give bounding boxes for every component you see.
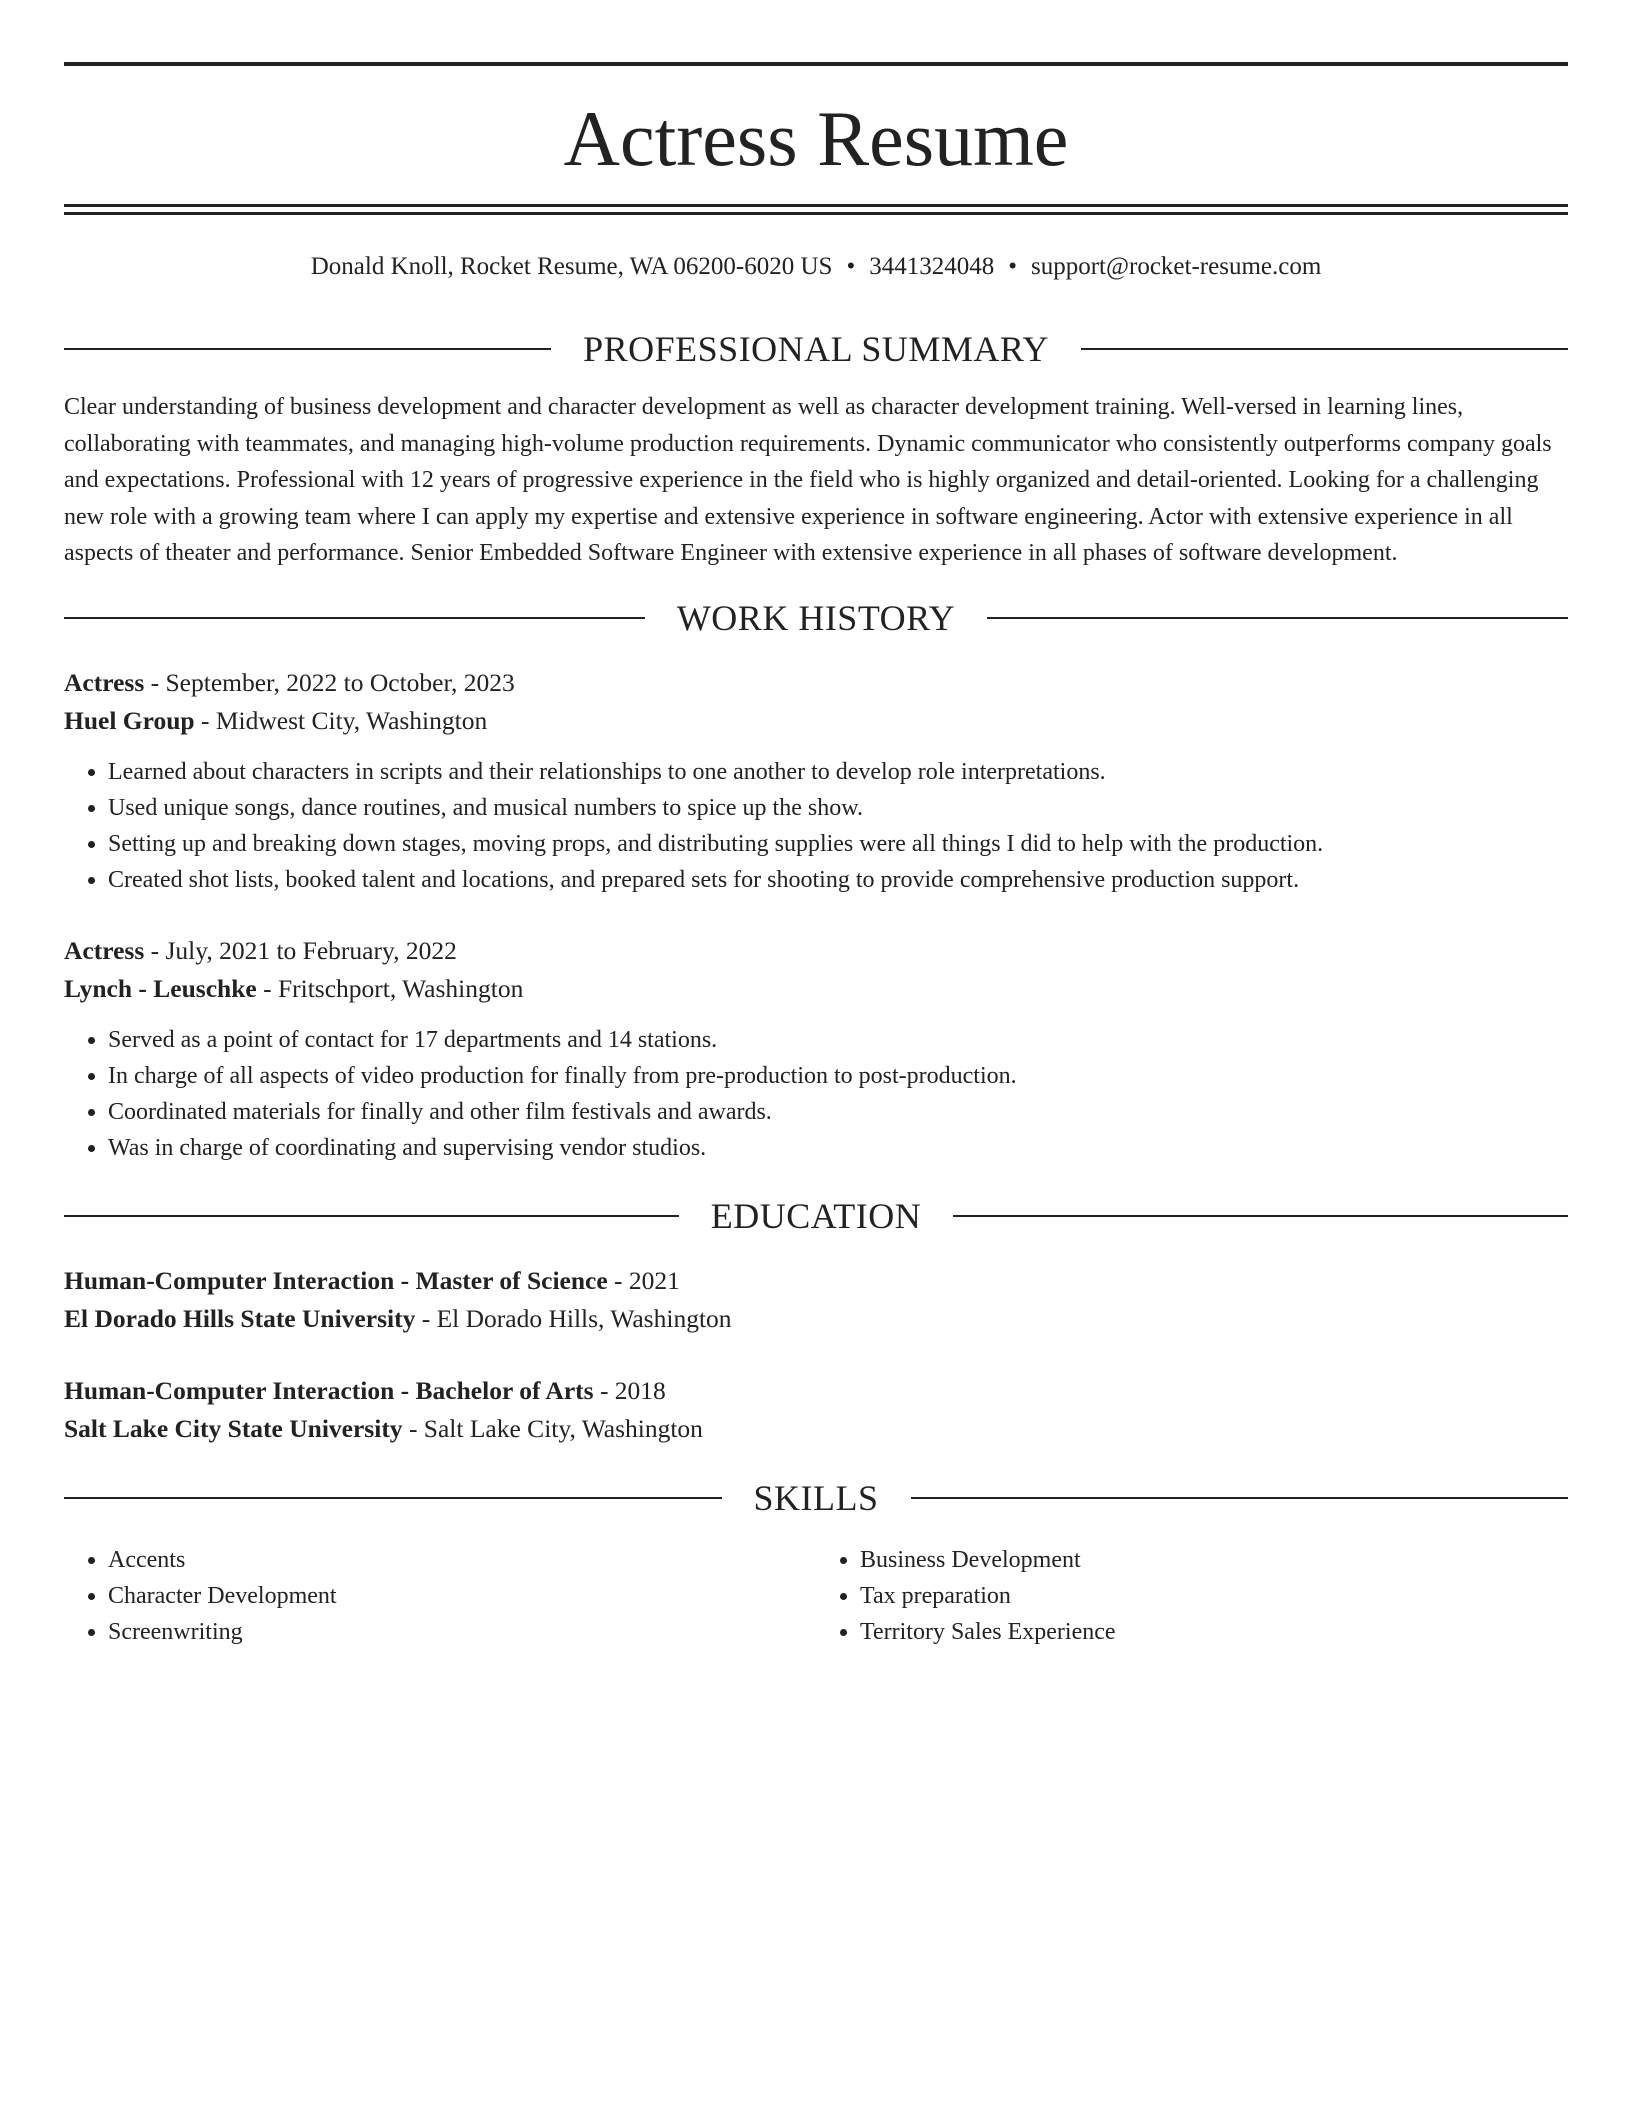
- job-title-line: [64, 664, 1568, 702]
- education-location: - El Dorado Hills, Washington: [415, 1303, 732, 1333]
- skill-item: • Screenwriting: [108, 1614, 816, 1650]
- heading-rule-right: [911, 1497, 1569, 1499]
- contact-separator: •: [1008, 253, 1017, 280]
- contact-address: Donald Knoll, Rocket Resume, WA 06200-6020 US: [310, 253, 833, 280]
- job-title-line: [64, 932, 1568, 970]
- job-entry: [64, 932, 1568, 1166]
- job-duty: • Created shot lists, booked talent and locations, and prepared sets for shooting to provide comprehensive production support.: [108, 862, 1568, 898]
- skill-item: • Territory Sales Experience: [860, 1614, 1568, 1650]
- education-degree-line: [64, 1262, 1568, 1300]
- skill-item: • Character Development: [108, 1578, 816, 1614]
- job-company: Huel Group: [64, 705, 195, 735]
- skills-section-heading: [64, 1478, 1568, 1518]
- education-section-heading: [64, 1196, 1568, 1236]
- job-dates: - September, 2022 to October, 2023: [144, 667, 515, 697]
- work-heading-label: WORK HISTORY: [676, 597, 956, 638]
- education-school-line: [64, 1410, 1568, 1448]
- heading-rule-right: [953, 1215, 1568, 1217]
- job-company-line: [64, 702, 1568, 740]
- resume-title: Actress Resume: [563, 95, 1069, 182]
- heading-rule-right: [987, 617, 1568, 619]
- job-company-line: [64, 970, 1568, 1008]
- job-location: - Midwest City, Washington: [194, 705, 488, 735]
- education-degree-line: [64, 1372, 1568, 1410]
- summary-section-heading: [64, 329, 1568, 369]
- summary-heading-label: PROFESSIONAL SUMMARY: [583, 329, 1049, 369]
- job-title: Actress: [64, 935, 145, 965]
- job-entry: [64, 664, 1568, 898]
- skills-list-right: [816, 1542, 1568, 1650]
- job-dates: - July, 2021 to February, 2022: [144, 935, 457, 965]
- education-entry: [64, 1262, 1568, 1338]
- education-location: - Salt Lake City, Washington: [402, 1413, 703, 1443]
- education-school: Salt Lake City State University: [64, 1413, 403, 1443]
- education-heading-label: EDUCATION: [710, 1195, 922, 1236]
- skills-columns: [64, 1542, 1568, 1650]
- contact-line: [64, 249, 1568, 285]
- job-duty: • Used unique songs, dance routines, and musical numbers to spice up the show.: [108, 790, 1568, 826]
- top-rule: [64, 62, 1568, 66]
- job-duty: • In charge of all aspects of video production for finally from pre-production to post-production.: [108, 1058, 1568, 1094]
- job-duty: • Setting up and breaking down stages, moving props, and distributing supplies were all things I did to help with the production.: [108, 826, 1568, 862]
- contact-separator: •: [846, 253, 856, 280]
- skills-heading-label: SKILLS: [753, 1477, 879, 1518]
- contact-email: support@rocket-resume.com: [1030, 253, 1322, 280]
- job-duty: • Was in charge of coordinating and supervising vendor studios.: [108, 1130, 1568, 1166]
- education-school-line: [64, 1300, 1568, 1338]
- job-duty: • Learned about characters in scripts and their relationships to one another to develop role interpretations.: [108, 754, 1568, 790]
- contact-phone: 3441324048: [869, 253, 995, 280]
- job-duty: • Coordinated materials for finally and other film festivals and awards.: [108, 1094, 1568, 1130]
- job-company: Lynch - Leuschke: [64, 973, 257, 1003]
- heading-rule-left: [64, 348, 551, 350]
- job-duties-list: [64, 754, 1568, 898]
- job-duties-list: [64, 1022, 1568, 1166]
- heading-rule-left: [64, 1497, 722, 1499]
- skill-item: • Accents: [108, 1542, 816, 1578]
- heading-rule-left: [64, 617, 645, 619]
- skill-item: • Business Development: [860, 1542, 1568, 1578]
- skill-item: • Tax preparation: [860, 1578, 1568, 1614]
- education-degree: Human-Computer Interaction - Master of Science: [64, 1265, 608, 1295]
- education-year: - 2018: [593, 1375, 666, 1405]
- job-location: - Fritschport, Washington: [256, 973, 524, 1003]
- work-section-heading: [64, 598, 1568, 638]
- education-degree: Human-Computer Interaction - Bachelor of Arts: [64, 1375, 594, 1405]
- skills-list-left: [64, 1542, 816, 1650]
- job-duty: • Served as a point of contact for 17 departments and 14 stations.: [108, 1022, 1568, 1058]
- heading-rule-right: [1081, 348, 1568, 350]
- title-double-rule: [64, 204, 1568, 215]
- heading-rule-left: [64, 1215, 679, 1217]
- education-entry: [64, 1372, 1568, 1448]
- education-school: El Dorado Hills State University: [64, 1303, 416, 1333]
- summary-text: Clear understanding of business development and character development as well as character development training. Well-versed in learning lines, collaborating with teammates, and managing high-volume production requirements. Dynamic communicator who consistently outperforms company goals and expectations. Professional with 12 years of progressive experience in the field who is highly organized and detail-oriented. Looking for a challenging new role with a growing team where I can apply my expertise and extensive experience in software engineering. Actor with extensive experience in all aspects of theater and performance. Senior Embedded Software Engineer with extensive experience in all phases of software development.: [64, 394, 1552, 566]
- job-title: Actress: [64, 667, 145, 697]
- education-year: - 2021: [607, 1265, 680, 1295]
